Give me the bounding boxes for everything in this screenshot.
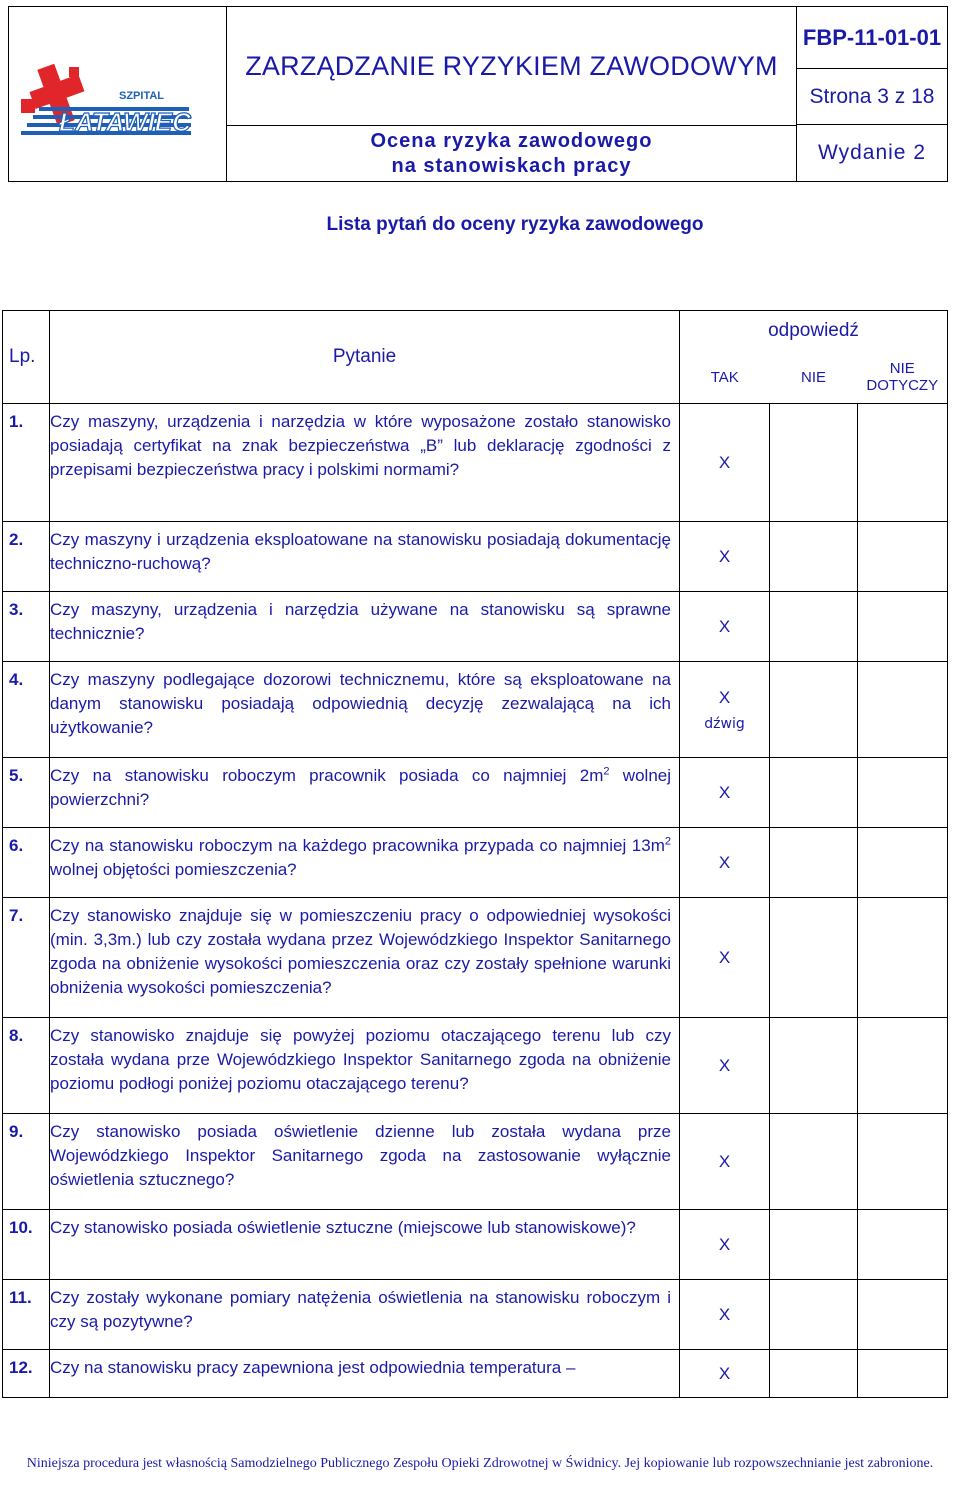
- answer-nie: [770, 522, 858, 592]
- col-nd-line1: NIE: [889, 360, 915, 377]
- answer-nd: [858, 1210, 948, 1280]
- questions-table: [2, 310, 948, 1398]
- answer-tak-mark: X: [718, 687, 731, 707]
- answer-nd: [858, 898, 948, 1018]
- answer-nie: [770, 1280, 858, 1350]
- logo-cell: [9, 7, 227, 181]
- question-text: Czy na stanowisku roboczym na każdego pracownika przypada co najmniej 13m: [50, 836, 665, 855]
- answer-nd: [858, 662, 948, 758]
- table-row: [3, 1350, 948, 1398]
- document-header: [8, 6, 948, 182]
- row-question: Czy maszyny podlegające dozorowi technicznemu, które są eksploatowane na danym stanowisku posiadają odpowiednią decyzję zezwalającą na ich użytkowanie?: [50, 662, 680, 758]
- row-number: 8.: [3, 1018, 50, 1114]
- doc-code: FBP-11-01-01: [797, 7, 947, 69]
- table-row: [3, 898, 948, 1018]
- table-row: [3, 404, 948, 522]
- answer-tak: X: [680, 1350, 770, 1398]
- table-row: [3, 1280, 948, 1350]
- hospital-logo: [9, 7, 225, 181]
- answer-tak: X: [680, 404, 770, 522]
- row-number: 2.: [3, 522, 50, 592]
- answer-tak: X: [680, 592, 770, 662]
- question-text-cont: wolnej powierzchni?: [50, 766, 671, 809]
- row-question: Czy maszyny, urządzenia i narzędzia używane na stanowisku są sprawne technicznie?: [50, 592, 680, 662]
- superscript: 2: [664, 835, 671, 848]
- answer-nd: [858, 522, 948, 592]
- row-question: Czy maszyny i urządzenia eksploatowane na stanowisku posiadają dokumentację techniczno-ruchową?: [50, 522, 680, 592]
- header-subtitle-line2: na stanowiskach pracy: [391, 154, 632, 177]
- list-heading: Lista pytań do oceny ryzyka zawodowego: [326, 214, 704, 235]
- col-question-header: Pytanie: [50, 311, 680, 404]
- answer-nie: [770, 898, 858, 1018]
- table-header-row: [3, 311, 948, 352]
- row-number: 5.: [3, 758, 50, 828]
- answer-tak: X: [680, 1114, 770, 1210]
- col-nie-header: NIE: [770, 351, 858, 404]
- table-row: [3, 522, 948, 592]
- answer-nd: [858, 1114, 948, 1210]
- answer-nie: [770, 1210, 858, 1280]
- header-right: [797, 7, 947, 181]
- col-nd-header: [858, 351, 948, 404]
- row-number: 10.: [3, 1210, 50, 1280]
- row-number: 3.: [3, 592, 50, 662]
- header-title: ZARZĄDZANIE RYZYKIEM ZAWODOWYM: [245, 50, 778, 81]
- table-row: [3, 592, 948, 662]
- answer-tak: X: [680, 522, 770, 592]
- answer-nd: [858, 758, 948, 828]
- row-question: [50, 758, 680, 828]
- answer-nie: [770, 404, 858, 522]
- row-number: 9.: [3, 1114, 50, 1210]
- answer-nd: [858, 1018, 948, 1114]
- row-number: 11.: [3, 1280, 50, 1350]
- answer-nie: [770, 828, 858, 898]
- answer-nd: [858, 592, 948, 662]
- col-answer-header: odpowiedź: [680, 311, 948, 352]
- answer-nd: [858, 404, 948, 522]
- answer-nie: [770, 1114, 858, 1210]
- answer-nie: [770, 758, 858, 828]
- logo-small-text: SZPITAL: [119, 90, 165, 102]
- page-number: Strona 3 z 18: [797, 69, 947, 125]
- superscript: 2: [603, 765, 610, 778]
- header-subtitle-line1: Ocena ryzyka zawodowego: [370, 129, 653, 152]
- row-question: Czy zostały wykonane pomiary natężenia oświetlenia na stanowisku roboczym i czy są pozytywne?: [50, 1280, 680, 1350]
- row-number: 7.: [3, 898, 50, 1018]
- answer-nd: [858, 1350, 948, 1398]
- row-question: Czy maszyny, urządzenia i narzędzia w które wyposażone zostało stanowisko posiadają certyfikat na znak bezpieczeństwa „B” lub deklarację zgodności z przepisami bezpieczeństwa pracy i polskimi normami?: [50, 404, 680, 522]
- row-question: Czy stanowisko znajduje się powyżej poziomu otaczającego terenu lub czy została wydana prze Wojewódzkiego Inspektor Sanitarnego zgoda na obniżenie poziomu podłogi poniżej poziomu otaczającego terenu?: [50, 1018, 680, 1114]
- table-row: [3, 758, 948, 828]
- table-row: [3, 1018, 948, 1114]
- answer-tak: X: [680, 828, 770, 898]
- col-nd-line2: DOTYCZY: [866, 377, 939, 394]
- answer-nie: [770, 592, 858, 662]
- row-number: 6.: [3, 828, 50, 898]
- answer-nie: [770, 1350, 858, 1398]
- table-row: [3, 1114, 948, 1210]
- row-question: Czy stanowisko posiada oświetlenie dzienne lub została wydana prze Wojewódzkiego Inspektor Sanitarnego zgoda na zastosowanie wyłącznie oświetlenia sztucznego?: [50, 1114, 680, 1210]
- answer-nie: [770, 1018, 858, 1114]
- table-row: [3, 828, 948, 898]
- answer-tak: X: [680, 758, 770, 828]
- logo-big-text: ŁATAWIEC: [59, 107, 191, 137]
- answer-tak: [680, 662, 770, 758]
- row-question: [50, 828, 680, 898]
- row-question: Czy na stanowisku pracy zapewniona jest odpowiednia temperatura –: [50, 1350, 680, 1398]
- footer-notice: Niniejsza procedura jest własnością Samodzielnego Publicznego Zespołu Opieki Zdrowotnej w Świdnicy. Jej kopiowanie lub rozpowszechnianie jest zabronione.: [26, 1456, 934, 1471]
- answer-note: dźwig: [704, 715, 745, 732]
- col-lp-header: Lp.: [3, 311, 50, 404]
- row-number: 1.: [3, 404, 50, 522]
- row-question: Czy stanowisko znajduje się w pomieszczeniu pracy o odpowiedniej wysokości (min. 3,3m.) lub czy została wydana przez Wojewódzkiego Inspektor Sanitarnego zgoda na obniżenie wysokości pomieszczenia oraz czy zostały spełnione warunki obniżenia wysokości pomieszczenia?: [50, 898, 680, 1018]
- header-middle: [227, 7, 797, 181]
- question-text: Czy na stanowisku roboczym pracownik posiada co najmniej 2m: [50, 766, 604, 785]
- col-tak-header: TAK: [680, 351, 770, 404]
- answer-tak: X: [680, 1280, 770, 1350]
- row-number: 4.: [3, 662, 50, 758]
- answer-tak: X: [680, 1018, 770, 1114]
- answer-nie: [770, 662, 858, 758]
- row-number: 12.: [3, 1350, 50, 1398]
- header-subtitle: [227, 125, 796, 181]
- table-row: [3, 1210, 948, 1280]
- answer-nd: [858, 828, 948, 898]
- answer-tak: X: [680, 898, 770, 1018]
- answer-nd: [858, 1280, 948, 1350]
- table-row: [3, 662, 948, 758]
- edition: Wydanie 2: [817, 141, 927, 164]
- row-question: Czy stanowisko posiada oświetlenie sztuczne (miejscowe lub stanowiskowe)?: [50, 1210, 680, 1280]
- answer-tak: X: [680, 1210, 770, 1280]
- question-text-cont: wolnej objętości pomieszczenia?: [50, 860, 297, 879]
